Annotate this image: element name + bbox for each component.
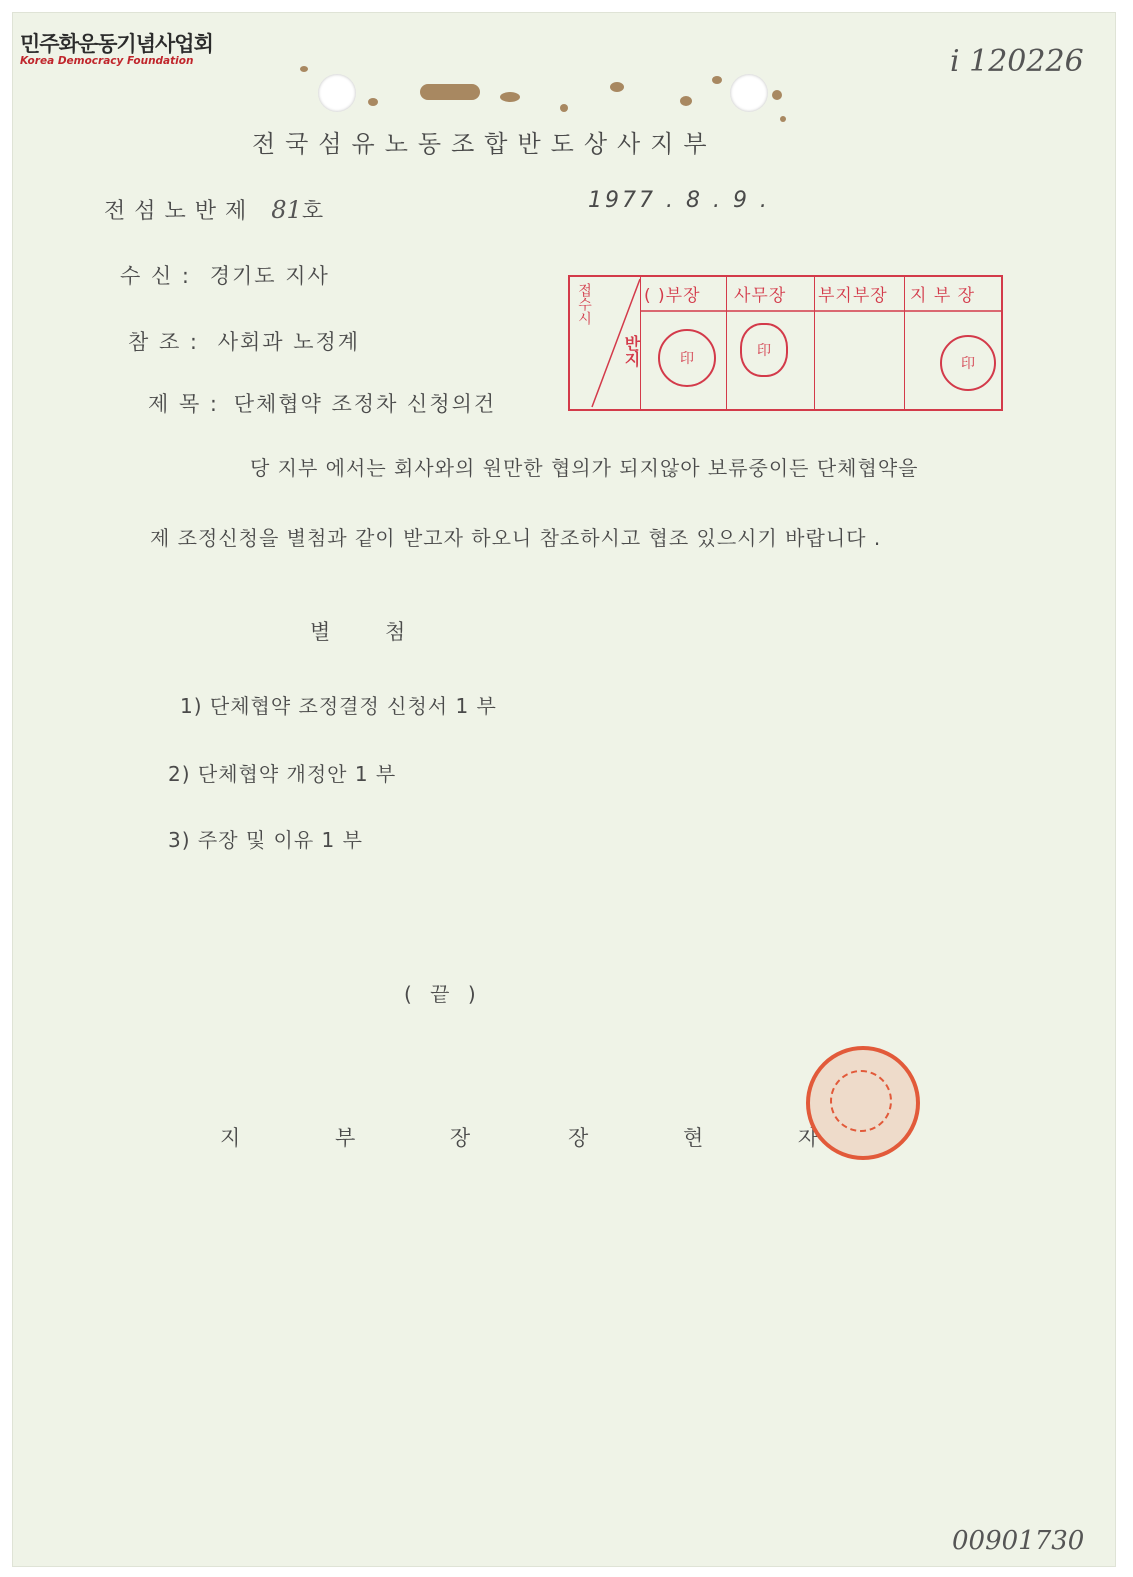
reference-label: 참 조 : xyxy=(128,330,199,354)
document-date: 1977 . 8 . 9 . xyxy=(588,188,770,213)
recipient-label: 수 신 : xyxy=(120,264,191,288)
attachment-item-1: 1) 단체협약 조정결정 신청서 1 부 xyxy=(180,694,497,718)
approval-col-4 xyxy=(904,277,905,409)
reference-line xyxy=(128,326,360,356)
attachment-item-3: 3) 주장 및 이유 1 부 xyxy=(168,828,363,852)
approval-col-1 xyxy=(640,277,641,409)
subject-value: 단체협약 조정차 신청의건 xyxy=(233,392,497,416)
personal-seal-secretary: 印 xyxy=(740,323,788,377)
watermark-english: Korea Democracy Foundation xyxy=(20,55,194,67)
archive-id-top: i 120226 xyxy=(950,44,1084,79)
approval-header-vice-chief: 부지부장 xyxy=(818,286,888,306)
approval-side-top: 접수시 xyxy=(576,283,592,325)
doc-number-label: 전섬노반제 xyxy=(104,199,256,224)
approval-header-chief: 지 부 장 xyxy=(910,286,976,306)
approval-header-dept: ( )부장 xyxy=(644,286,701,306)
document-sheet xyxy=(12,12,1116,1567)
approval-col-2 xyxy=(726,277,727,409)
personal-seal-dept: 印 xyxy=(658,329,716,387)
attachment-item-2: 2) 단체협약 개정안 1 부 xyxy=(168,762,397,786)
attachments-heading: 별 첨 xyxy=(310,620,430,644)
approval-stamp-box xyxy=(568,275,1003,411)
signature-title: 지 부 장 xyxy=(220,1126,515,1150)
doc-number-suffix: 호 xyxy=(301,199,333,224)
personal-seal-chief: 印 xyxy=(940,335,996,391)
subject-label: 제 목 : xyxy=(148,392,219,416)
approval-side-bottom: 반지 xyxy=(622,335,641,367)
recipient-line xyxy=(120,260,330,290)
body-line-2: 제 조정신청을 별첨과 같이 받고자 하오니 참조하시고 협조 있으시기 바랍니다 . xyxy=(150,526,882,550)
recipient-value: 경기도 지사 xyxy=(209,264,330,288)
kdf-watermark xyxy=(8,14,213,70)
approval-header-secretary: 사무장 xyxy=(734,286,787,306)
reference-value: 사회과 노정계 xyxy=(217,330,361,354)
doc-number-line xyxy=(104,194,332,225)
signature-name: 장 현 자 xyxy=(568,1126,863,1150)
doc-number-handwritten: 81 xyxy=(271,196,302,224)
approval-col-3 xyxy=(814,277,815,409)
body-line-1: 당 지부 에서는 회사와의 원만한 협의가 되지않아 보류중이든 단체협약을 xyxy=(250,456,919,480)
official-seal xyxy=(806,1046,920,1160)
watermark-korean: 민주화운동기념사업회 xyxy=(20,32,213,56)
organization-title: 전국섬유노동조합반도상사지부 xyxy=(252,130,717,158)
archive-id-bottom: 00901730 xyxy=(952,1526,1085,1556)
official-seal-inner xyxy=(830,1070,892,1132)
subject-line xyxy=(148,388,496,418)
end-mark: ( 끝 ) xyxy=(404,982,482,1006)
